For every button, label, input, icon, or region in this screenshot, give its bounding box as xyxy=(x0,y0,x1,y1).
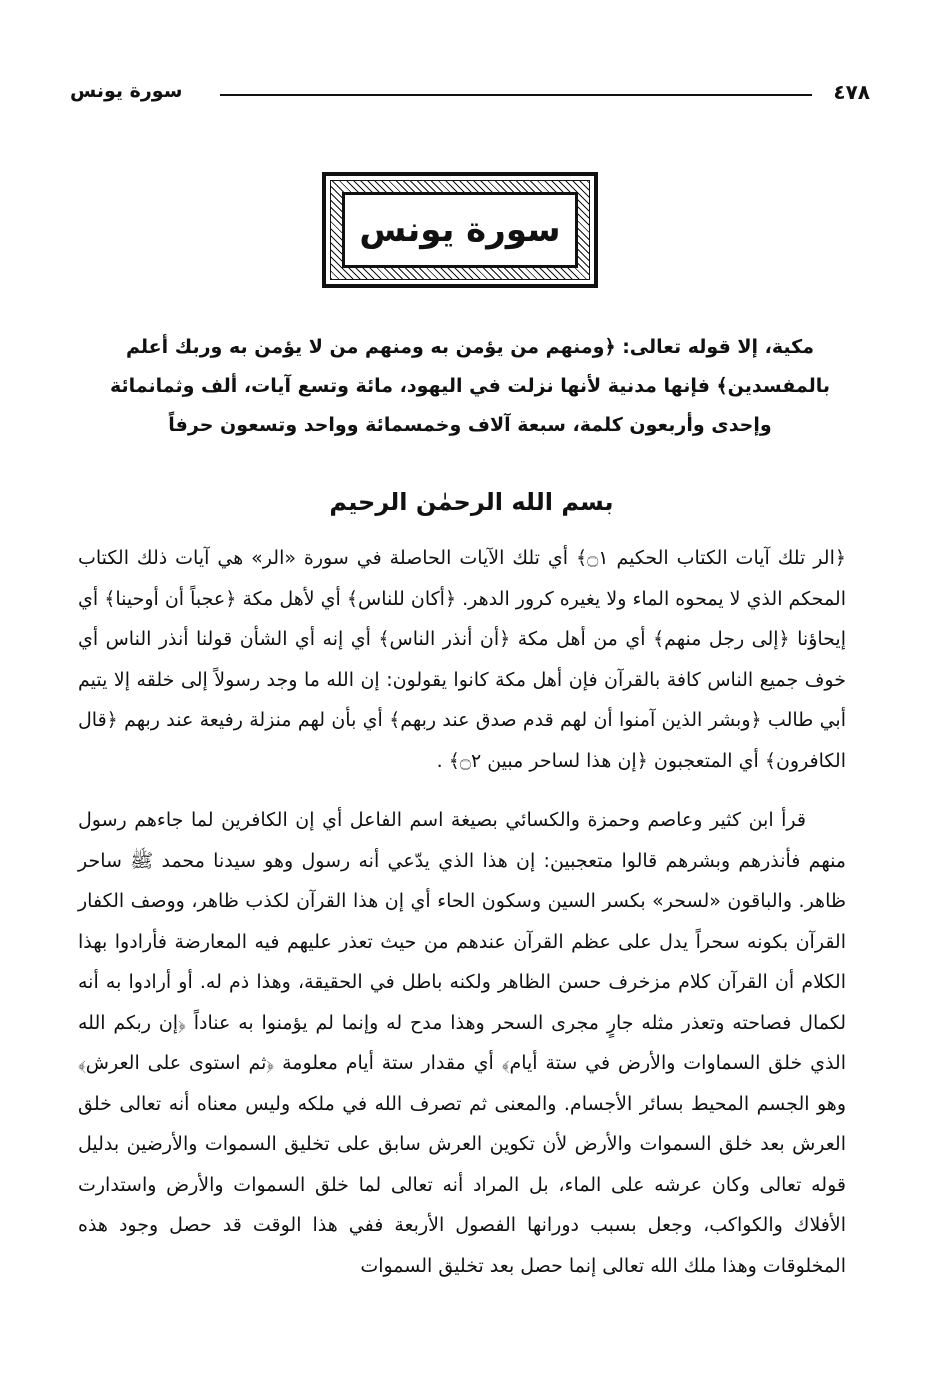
surah-intro: مكية، إلا قوله تعالى: ﴿ومنهم من يؤمن به ومنهم من لا يؤمن به وربك أعلم بالمفسدين﴾ فإنها مدنية لأنها نزلت في اليهود، مائة وتسع آيات، ألف وثمانمائة وإحدى وأربعون كلمة، سبعة آلاف وخمسمائة وواحد وتسعون حرفاً xyxy=(109,336,831,436)
surah-title: سورة يونس xyxy=(359,210,561,250)
header-rule xyxy=(220,94,812,96)
commentary-paragraph-2: قرأ ابن كثير وعاصم وحمزة والكسائي بصيغة اسم الفاعل أي إن الكافرين لما جاءهم رسول منهم فأنذرهم وبشرهم قالوا متعجبين: إن هذا الذي يدّعي أنه رسول وهو سيدنا محمد ﷺ ساحر ظاهر. والباقون «لسحر» بكسر السين وسكون الحاء أي إن هذا القرآن لكذب ظاهر، ووصف الكفار القرآن بكونه سحراً يدل على عظم القرآن عندهم من حيث تعذر عليهم فيه المعارضة فأرادوا بهذا الكلام أن القرآن كلام مزخرف حسن الظاهر ولكنه باطل في الحقيقة، وهذا ذم له. أو أرادوا به أنه لكمال فصاحته وتعذر مثله جارٍ مجرى السحر وهذا مدح له وإنما لم يؤمنوا به عناداً ﴿إن ربكم الله الذي خلق السماوات والأرض في ستة أيام﴾ أي مقدار ستة أيام معلومة ﴿ثم استوى على العرش﴾ وهو الجسم المحيط بسائر الأجسام. والمعنى ثم تصرف الله في ملكه وليس معناه أنه تعالى خلق العرش بعد خلق السموات والأرض لأن تكوين العرش سابق على تخليق السموات والأرضين بدليل قوله تعالى وكان عرشه على الماء، بل المراد أنه تعالى لما خلق السموات والأرض واستدارت الأفلاك والكواكب، وجعل بسبب دورانها الفصول الأربعة ففي هذا الوقت قد حصل وجود هذه المخلوقات وهذا ملك الله تعالى إنما حصل بعد تخليق السموات xyxy=(78,809,846,1277)
surah-title-frame xyxy=(322,172,598,288)
title-box xyxy=(342,192,578,268)
running-title: سورة يونس xyxy=(70,80,183,102)
basmala: بسم الله الرحمٰن الرحيم xyxy=(329,488,614,516)
commentary-paragraph-1: ﴿الر تلك آيات الكتاب الحكيم ۝١﴾ أي تلك الآيات الحاصلة في سورة «الر» هي آيات ذلك الكتاب المحكم الذي لا يمحوه الماء ولا يغيره كرور الدهر. ﴿أكان للناس﴾ أي لأهل مكة ﴿عجباً أن أوحينا﴾ أي إيحاؤنا ﴿إلى رجل منهم﴾ أي من أهل مكة ﴿أن أنذر الناس﴾ أي إنه أي الشأن قولنا أنذر الناس أي خوف جميع الناس كافة بالقرآن فإن أهل مكة كانوا يقولون: إن الله ما وجد رسولاً إلى خلقه إلا يتيم أبي طالب ﴿وبشر الذين آمنوا أن لهم قدم صدق عند ربهم﴾ أي بأن لهم منزلة رفيعة عند ربهم ﴿قال الكافرون﴾ أي المتعجبون ﴿إن هذا لساحر مبين ۝٢﴾ . xyxy=(78,547,846,772)
page-number: ٤٧٨ xyxy=(833,80,870,104)
running-header xyxy=(70,78,870,108)
